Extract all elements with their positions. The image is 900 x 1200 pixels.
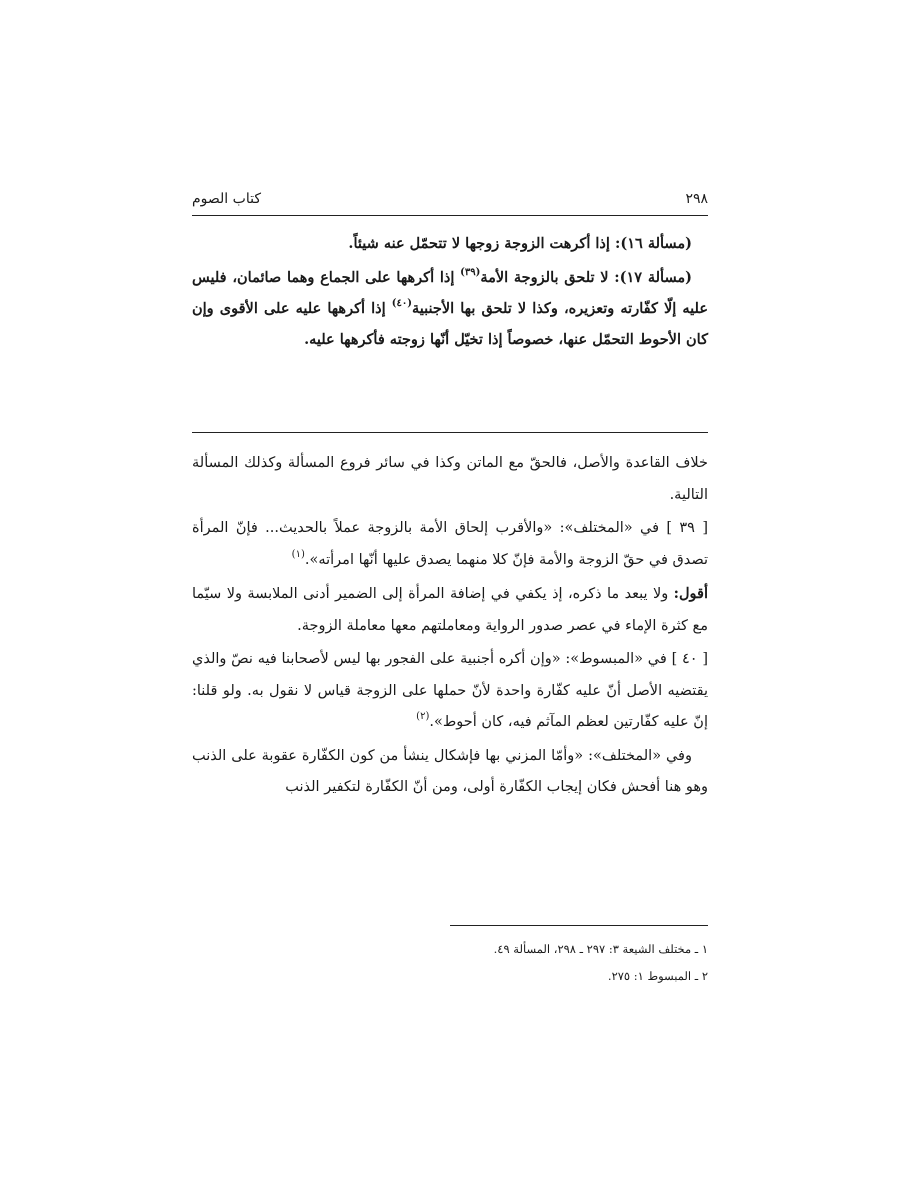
- footnote-ref-2[interactable]: (٢): [416, 711, 430, 722]
- header-rule: [192, 215, 708, 216]
- footnote-2: ٢ ـ المبسوط ١: ٢٧٥.: [607, 969, 708, 983]
- main-text: [192, 228, 708, 358]
- commentary-paragraph-4: [192, 644, 708, 739]
- issue-17-text-b: إذا أكرهها على الجماع وهما صائمان، فليس عليه إلّا كفّارته وتعزيره، وكذا لا تلحق بها الأجنبية: [192, 269, 708, 317]
- commentary-text: [192, 448, 708, 806]
- footnote-rule: [450, 925, 708, 926]
- issue-16-text: إذا أكرهت الزوجة زوجها لا تتحمّل عنه شيئاً.: [348, 235, 615, 252]
- footnote-1: ١ ـ مختلف الشيعة ٣: ٢٩٧ ـ ٢٩٨، المسألة ٤٩.: [493, 942, 708, 956]
- note-40-text: [ ٤٠ ] في «المبسوط»: «وإن أكره أجنبية على الفجور بها ليس لأصحابنا فيه نصّ والذي يقتضيه الأصل أنّ عليه كفّارة واحدة لأنّ حملها على الزوجة قياس لا نقول به. ولو قلنا: إنّ عليه كفّارتين لعظم المآثم فيه، كان أحوط».: [192, 651, 708, 730]
- footnote-ref-1[interactable]: (١): [291, 548, 305, 560]
- commentary-paragraph-1: خلاف القاعدة والأصل، فالحقّ مع الماتن وكذا في سائر فروع المسألة وكذلك المسألة التالية.: [192, 455, 708, 503]
- section-separator: [192, 432, 708, 433]
- issue-17-label: (مسألة ١٧):: [614, 269, 693, 286]
- issue-16-label: (مسألة ١٦):: [614, 235, 692, 252]
- commentary-paragraph-3: [192, 578, 708, 642]
- aqulu-label: أقول:: [673, 585, 708, 602]
- commentary-paragraph-2: [192, 513, 708, 576]
- running-header: [192, 186, 708, 212]
- footnotes: [192, 936, 708, 990]
- page-number: ٢٩٨: [685, 191, 708, 207]
- issue-17-text-a: لا تلحق بالزوجة الأمة: [480, 269, 615, 286]
- book-page: [192, 0, 708, 1200]
- issue-17: [192, 262, 708, 355]
- issue-16: [192, 228, 708, 259]
- issue-17-text-c: إذا أكرهها عليه على الأقوى وإن كان الأحوط التحمّل عنها، خصوصاً إذا تخيّل أنّها زوجته فأكرهها عليه.: [192, 300, 708, 348]
- commentary-paragraph-5: وفي «المختلف»: «وأمّا المزني بها فإشكال ينشأ من كون الكفّارة عقوبة على الذنب وهو هنا أفحش فكان إيجاب الكفّارة أولى، ومن أنّ الكفّارة لتكفير الذنب: [192, 747, 708, 795]
- book-title: كتاب الصوم: [192, 191, 261, 207]
- note-39-text: [ ٣٩ ] في «المختلف»: «والأقرب إلحاق الأمة بالزوجة عملاً بالحديث... فإنّ المرأة تصدق في حقّ الزوجة والأمة فإنّ كلا منهما يصدق عليها أنّها امرأته».: [192, 520, 708, 568]
- note-ref-40[interactable]: (٤٠): [391, 298, 412, 309]
- aqulu-text: ولا يبعد ما ذكره، إذ يكفي في إضافة المرأة إلى الضمير أدنى الملابسة ولا سيّما مع كثرة الإماء في عصر صدور الرواية ومعاملتهم معها معاملة الزوجة.: [192, 586, 708, 634]
- note-ref-39[interactable]: (٣٩): [460, 267, 481, 278]
